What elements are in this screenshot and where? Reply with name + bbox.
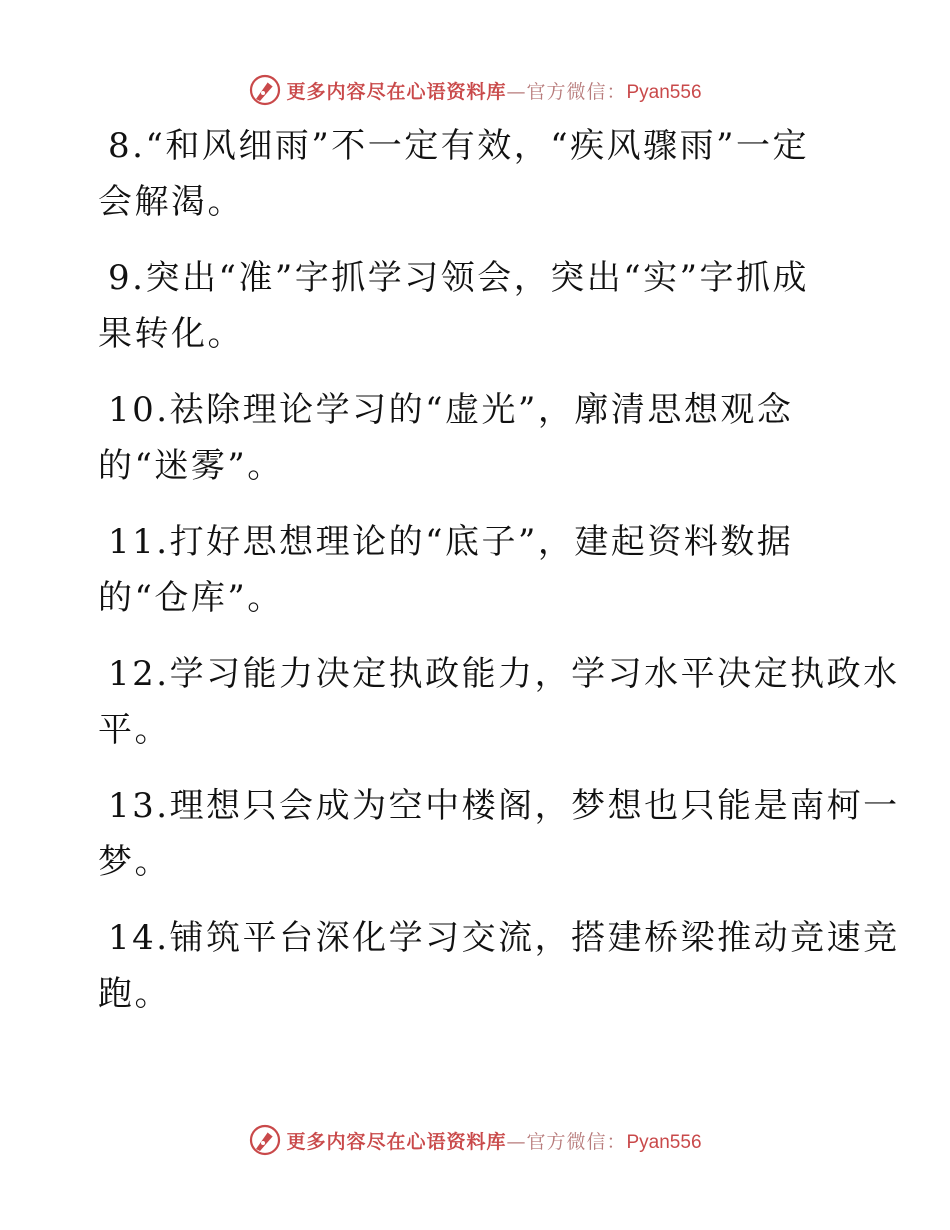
footer-separator: —官方微信： [506,1130,627,1153]
footer-wechat-id: Pyan556 [626,1131,702,1153]
header-banner [0,70,950,110]
item-line: 9.突出“准”字抓学习领会，突出“实”字抓成 [108,258,809,298]
pen-logo-icon [248,73,282,107]
item-line: 8.“和风细雨”不一定有效，“疾风骤雨”一定 [108,126,809,166]
list-item [98,118,858,230]
footer-banner [0,1120,950,1160]
list-item [98,250,858,362]
item-line: 平。 [98,710,171,750]
item-line: 14.铺筑平台深化学习交流，搭建桥梁推动竞速竞 [108,918,900,958]
item-line: 跑。 [98,974,171,1014]
document-body [98,118,900,1042]
item-line: 10.祛除理论学习的“虚光”，廓清思想观念 [108,390,794,430]
pen-logo-icon [248,1123,282,1157]
header-separator: —官方微信： [506,80,627,103]
list-item [98,514,858,626]
item-line: 果转化。 [98,314,244,354]
list-item [98,910,900,1022]
header-wechat-id: Pyan556 [626,81,702,103]
list-item [98,382,858,494]
header-text [286,77,701,104]
item-line: 梦。 [98,842,171,882]
header-main-text: 更多内容尽在心语资料库 [286,80,507,103]
footer-main-text: 更多内容尽在心语资料库 [286,1130,507,1153]
item-line: 11.打好思想理论的“底子”，建起资料数据 [108,522,794,562]
item-line: 12.学习能力决定执政能力，学习水平决定执政水 [108,654,900,694]
footer-text [286,1127,701,1154]
item-line: 会解渴。 [98,182,244,222]
list-item [98,778,900,890]
item-line: 的“仓库”。 [98,578,284,618]
item-line: 的“迷雾”。 [98,446,284,486]
item-line: 13.理想只会成为空中楼阁，梦想也只能是南柯一 [108,786,900,826]
list-item [98,646,900,758]
